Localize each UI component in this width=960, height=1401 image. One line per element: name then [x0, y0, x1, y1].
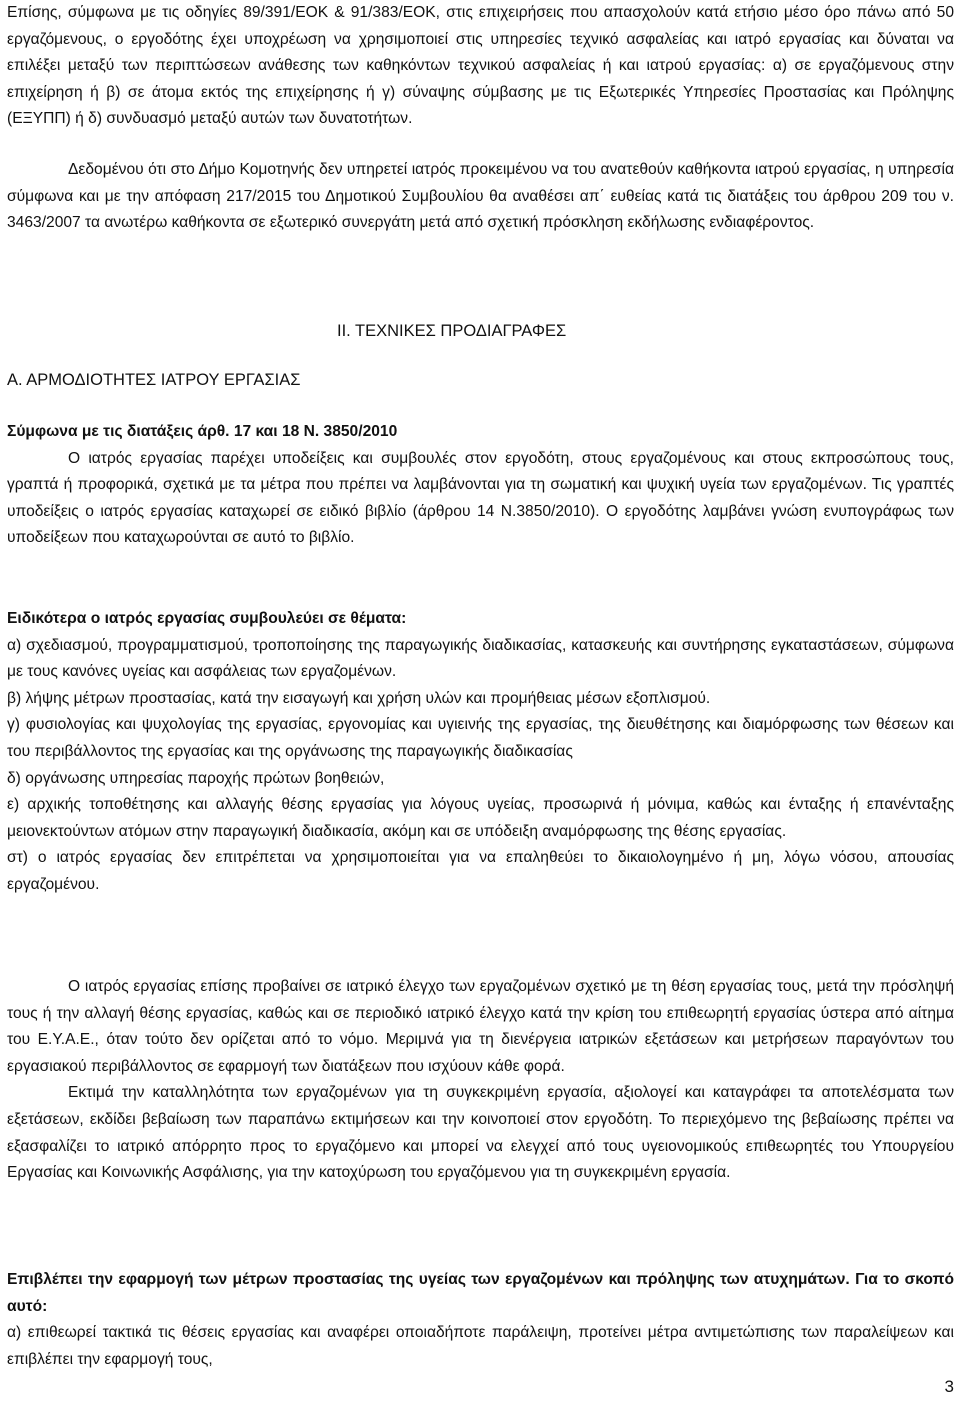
advice-item: α) σχεδιασμού, προγραμματισμού, τροποποίησης της παραγωγικής διαδικασίας, κατασκευής και συντήρησης εγκαταστάσεων, σύμφωνα με τους κανόνες υγείας και ασφάλειας των εργαζομένων. [7, 636, 954, 681]
legal-section [7, 419, 954, 552]
page-number: 3 [944, 1377, 954, 1396]
checks-paragraph-2: Εκτιμά την καταλληλότητα των εργαζομένων για τη συγκεκριμένη εργασία, αξιολογεί και καταγράφει τα αποτελέσματα των εξετάσεων, εκδίδει βεβαίωση των παραπάνω εκτιμήσεων και την κοινοποιεί στον εργοδότη. Το περιεχόμενο της βεβαίωσης πρέπει να εξασφαλίζει το ιατρικό απόρρητο προς το εργαζόμενο και μπορεί να ελεγχεί από τους υγειονομικούς επιθεωρητές του Υπουργείου Εργασίας και Κοινωνικής Ασφάλισης, για την κατοχύρωση του εργαζόμενου για τη συγκεκριμένη εργασία. [7, 1084, 954, 1182]
intro-section [7, 0, 954, 133]
supervision-section [7, 1267, 954, 1373]
checks-section [7, 974, 954, 1187]
advice-section [7, 606, 954, 899]
legal-heading: Σύμφωνα με τις διατάξεις άρθ. 17 και 18 Ν. 3850/2010 [7, 423, 398, 440]
advice-heading: Ειδικότερα ο ιατρός εργασίας συμβουλεύει σε θέματα: [7, 610, 407, 627]
checks-paragraph-1: Ο ιατρός εργασίας επίσης προβαίνει σε ιατρικό έλεγχο των εργαζομένων σχετικό με τη θέση εργασίας τους, μετά την πρόσληψή τους ή την αλλαγή θέσης εργασίας, καθώς και σε περιοδικό ιατρικό έλεγχο κατά την κρίση του επιθεωρητή εργασίας ύστερα από αίτημα του Ε.Υ.Α.Ε., όταν τούτο δεν ορίζεται από το νόμο. Μεριμνά για τη διενέργεια ιατρικών εξετάσεων και μετρήσεων παραγόντων του εργασιακού περιβάλλοντος σε εφαρμογή των διατάξεων που ισχύουν κάθε φορά. [7, 978, 954, 1075]
section-title: ΙΙ. ΤΕΧΝΙΚΕΣ ΠΡΟΔΙΑΓΡΑΦΕΣ [337, 322, 567, 340]
advice-item: δ) οργάνωσης υπηρεσίας παροχής πρώτων βοηθειών, [7, 769, 385, 787]
advice-item: ε) αρχικής τοποθέτησης και αλλαγής θέσης εργασίας για λόγους υγείας, προσωρινά ή μόνιμα, καθώς και ένταξης ή επανένταξης μειονεκτούντων ατόμων στην παραγωγική διαδικασία, ακόμη και σε υπόδειξη αναμόρφωσης της θέσης εργασίας. [7, 796, 954, 840]
advice-item: στ) ο ιατρός εργασίας δεν επιτρέπεται να χρησιμοποιείται για να επαληθεύει το δικαιολογημένο ή μη, λόγω νόσου, απουσίας εργαζομένου. [7, 849, 954, 893]
intro-section-2 [7, 157, 954, 237]
advice-item: γ) φυσιολογίας και ψυχολογίας της εργασίας, εργονομίας και υγιεινής της εργασίας, της διευθέτησης και διαμόρφωσης των θέσεων και του περιβάλλοντος της εργασίας και της οργάνωσης της παραγωγικής διαδικασίας [7, 716, 954, 760]
advice-item: β) λήψης μέτρων προστασίας, κατά την εισαγωγή και χρήση υλών και προμήθειας μέσων εξοπλισμού. [7, 689, 711, 707]
supervision-item: α) επιθεωρεί τακτικά τις θέσεις εργασίας και αναφέρει οποιαδήποτε παράλειψη, προτείνει μέτρα αντιμετώπισης των παραλείψεων και επιβλέπει την εφαρμογή τους, [7, 1324, 954, 1368]
subsection-title: Α. ΑΡΜΟΔΙΟΤΗΤΕΣ ΙΑΤΡΟΥ ΕΡΓΑΣΙΑΣ [7, 371, 301, 389]
legal-paragraph: Ο ιατρός εργασίας παρέχει υποδείξεις και συμβουλές στον εργοδότη, στους εργαζομένους και στους εκπροσώπους τους, γραπτά ή προφορικά, σχετικά με τα μέτρα που πρέπει να λαμβάνονται για τη σωματική και ψυχική υγεία των εργαζομένων. Τις γραπτές υποδείξεις ο ιατρός εργασίας καταχωρεί σε ειδικό βιβλίο (άρθρου 14 Ν.3850/2010). Ο εργοδότης λαμβάνει γνώση ενυπογράφως των υποδείξεων που καταχωρούνται σε αυτό το βιβλίο. [7, 449, 954, 547]
intro-paragraph-2: Δεδομένου ότι στο Δήμο Κομοτηνής δεν υπηρετεί ιατρός προκειμένου να του ανατεθούν καθήκοντα ιατρού εργασίας, η υπηρεσία σύμφωνα και με την απόφαση 217/2015 του Δημοτικού Συμβουλίου θα αναθέσει απ΄ ευθείας κατά τις διατάξεις του άρθρου 209 του ν. 3463/2007 τα ανωτέρω καθήκοντα σε εξωτερικό συνεργάτη μετά από σχετική πρόσκληση εκδήλωσης ενδιαφέροντος. [7, 161, 954, 232]
intro-paragraph-1: Επίσης, σύμφωνα με τις οδηγίες 89/391/ΕΟΚ & 91/383/ΕΟΚ, στις επιχειρήσεις που απασχολούν κατά ετήσιο μέσο όρο πάνω από 50 εργαζόμενους, ο εργοδότης έχει υποχρέωση να χρησιμοποιεί στις υπηρεσίες τεχνικό ασφαλείας και ιατρό εργασίας και δύναται να επιλέξει μεταξύ των περιπτώσεων ανάθεσης των καθηκόντων τεχνικού ασφαλείας ή και ιατρού εργασίας: α) σε εργαζόμενους στην επιχείρηση ή β) σε άτομα εκτός της επιχείρησης ή γ) σύναψης σύμβασης με τις Εξωτερικές Υπηρεσίες Προστασίας και Πρόληψης (ΕΞΥΠΠ) ή δ) συνδυασμό μεταξύ αυτών των δυνατοτήτων. [7, 4, 954, 128]
supervision-heading: Επιβλέπει την εφαρμογή των μέτρων προστασίας της υγείας των εργαζομένων και πρόληψης των ατυχημάτων. Για το σκοπό αυτό: [7, 1271, 954, 1315]
